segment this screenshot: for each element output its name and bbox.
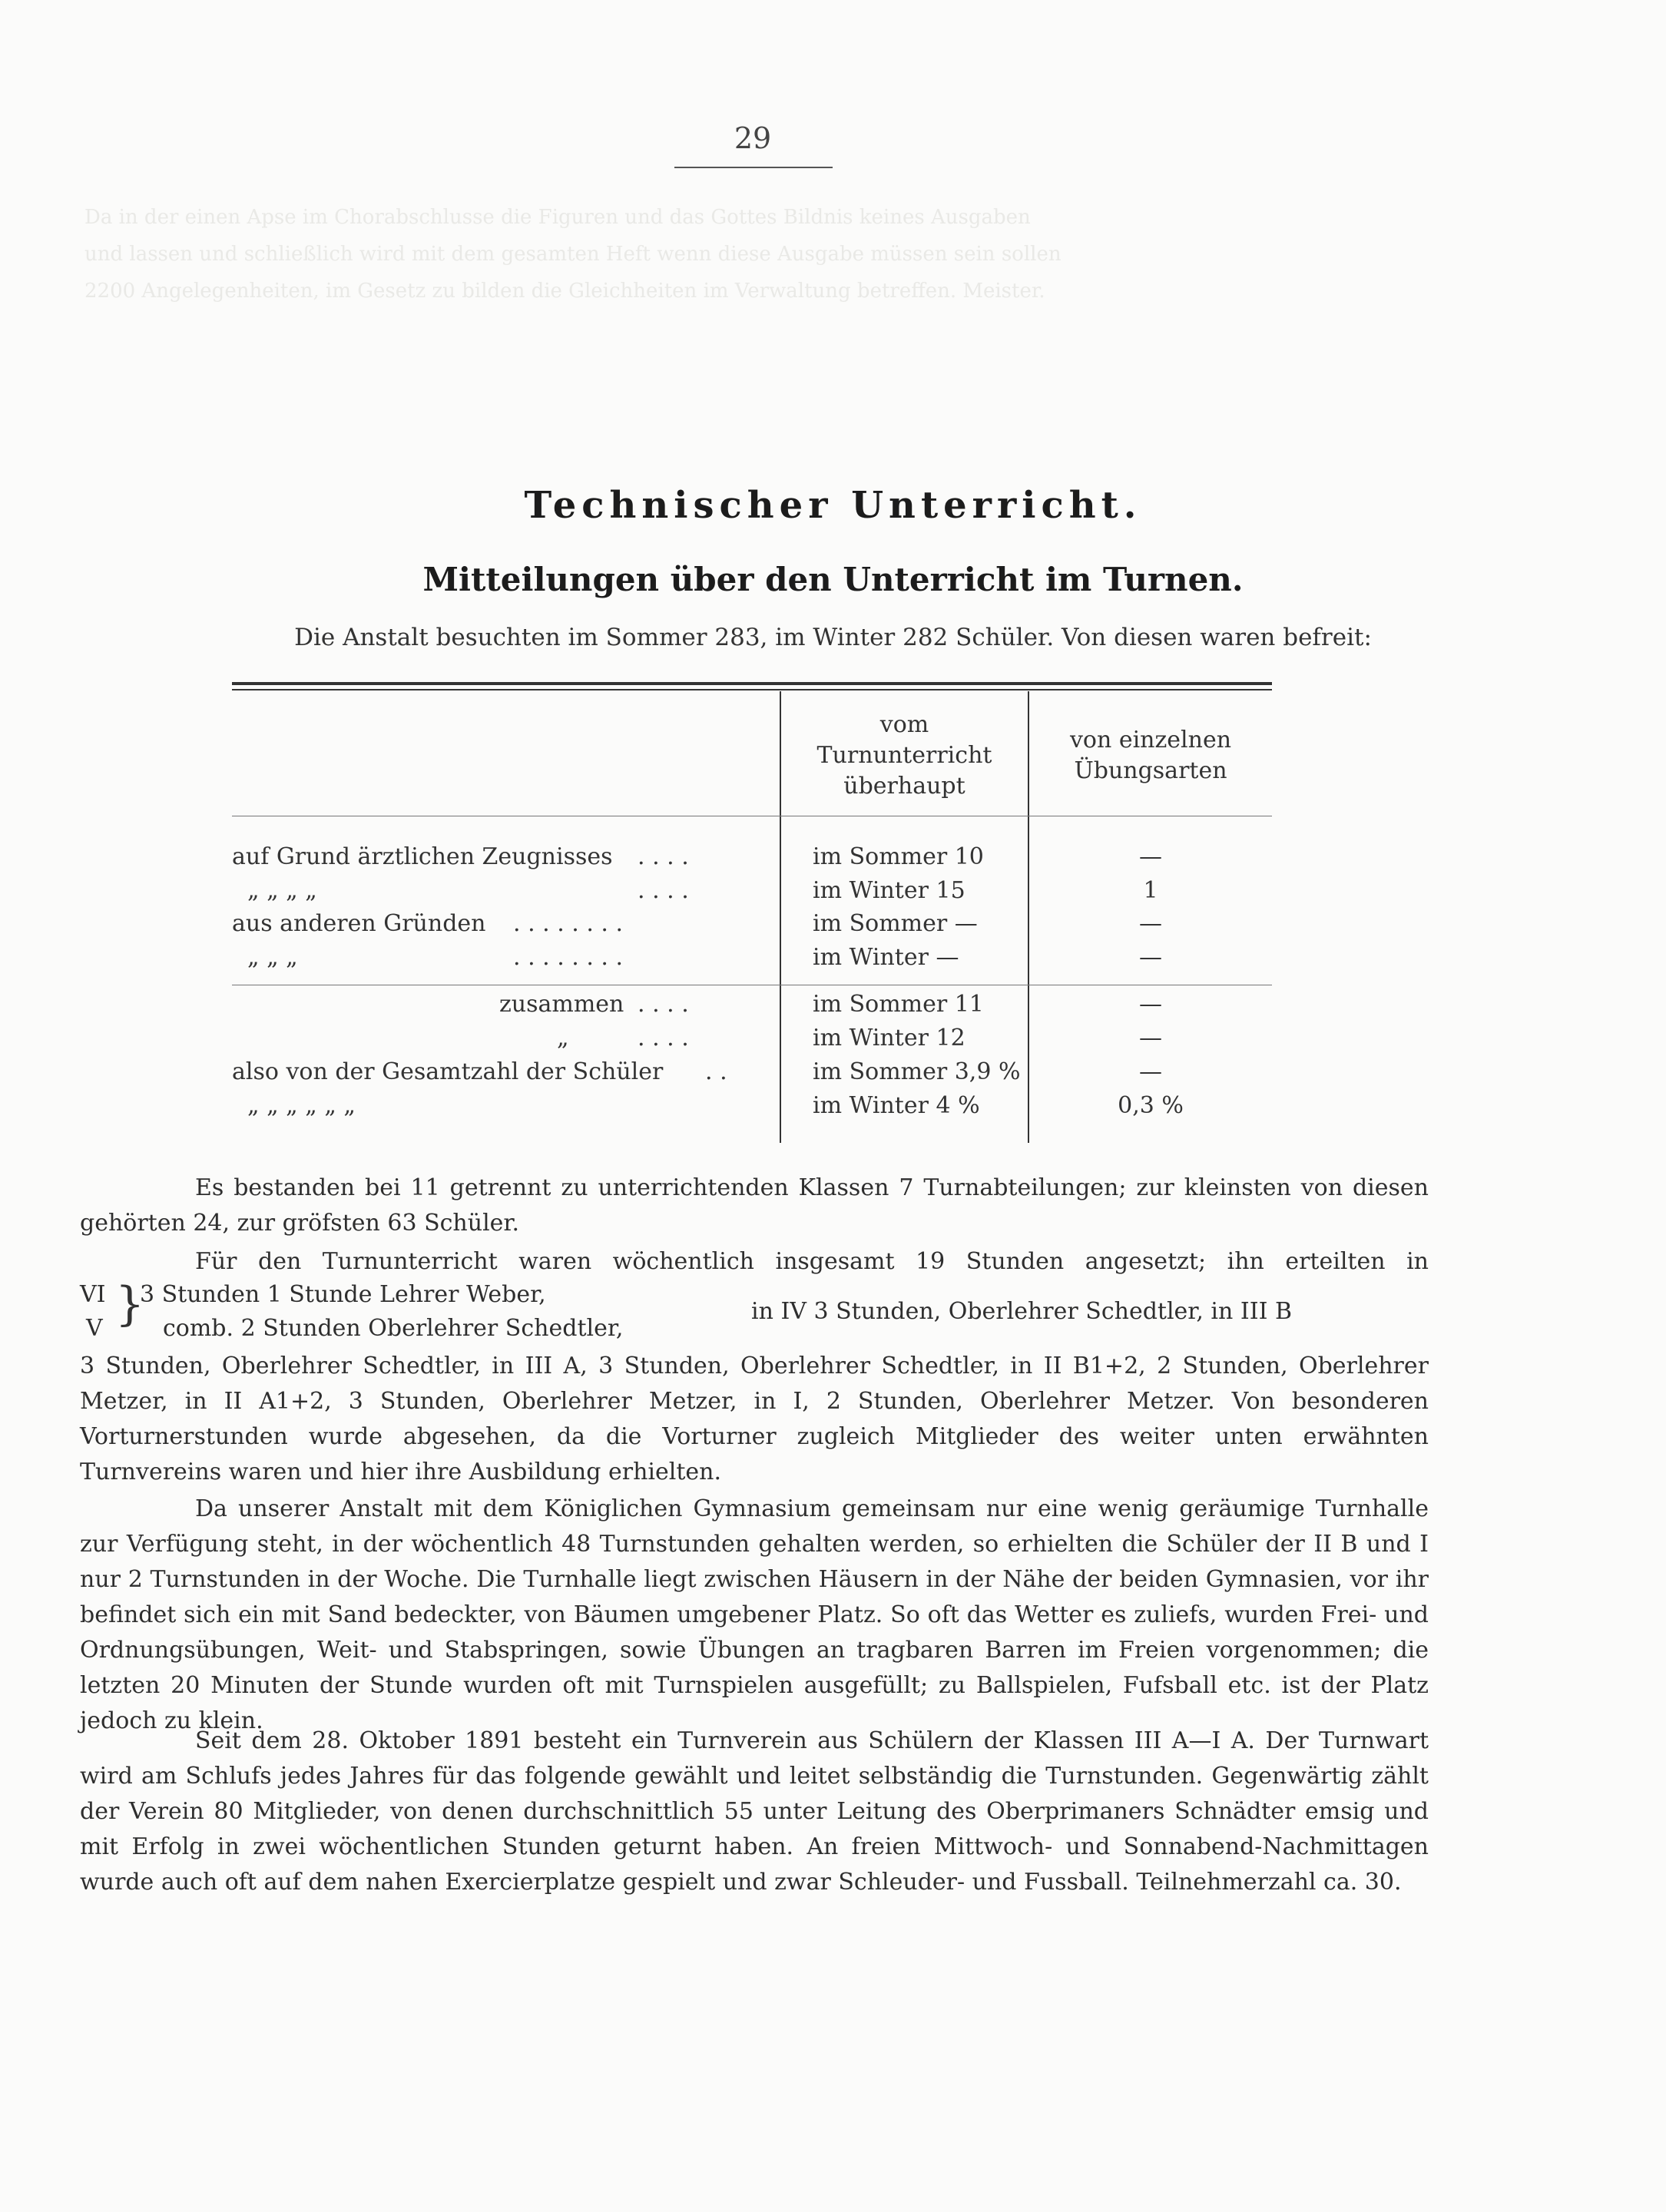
row-dots: . . . . bbox=[638, 991, 689, 1018]
row-dots: . . . . bbox=[638, 877, 689, 904]
row-extra: — bbox=[1139, 1025, 1162, 1051]
row-value: im Winter 4 % bbox=[813, 1092, 980, 1119]
paragraph-text: Es bestanden bei 11 getrennt zu unterrichtenden Klassen 7 Turnabteilungen; zur kleinsten von diesen gehörten 24, zur gröfsten 63 Schüler. bbox=[80, 1174, 1429, 1237]
row-value: im Sommer — bbox=[813, 910, 978, 937]
paragraph-text: 3 Stunden, Oberlehrer Schedtler, in III A, 3 Stunden, Oberlehrer Schedtler, in II B1+2, 2 Stunden, Oberlehrer Metzer, in II A1+2, 3 Stunden, Oberlehrer Metzer, in I, 2 Stunden, Oberlehrer Metzer. Von besonderen Vorturnerstunden wurde abgesehen, da die Vorturner zugleich Mitglieder des weiter unten erwähnten Turnvereins waren und hier ihre Ausbildung erhielten. bbox=[80, 1353, 1429, 1485]
schedule-line-vi: 3 Stunden 1 Stunde Lehrer Weber, bbox=[140, 1281, 546, 1308]
schedule-line-iv: in IV 3 Stunden, Oberlehrer Schedtler, in III B bbox=[751, 1298, 1293, 1325]
row-extra: 1 bbox=[1143, 877, 1158, 904]
row-dots: . . . . bbox=[638, 843, 689, 870]
row-extra: — bbox=[1139, 843, 1162, 870]
row-label: auf Grund ärztlichen Zeugnisses bbox=[232, 843, 613, 870]
row-value: im Sommer 10 bbox=[813, 843, 984, 870]
paragraph-text: Für den Turnunterricht waren wöchentlich insgesamt 19 Stunden angesetzt; ihn erteilten in bbox=[195, 1248, 1429, 1275]
header-line: von einzelnen bbox=[1069, 727, 1232, 753]
paragraph-classes bbox=[80, 1171, 1429, 1241]
row-label: „ bbox=[557, 1025, 569, 1051]
header-col-overall bbox=[781, 710, 1028, 802]
row-dots: . . . . bbox=[638, 1025, 689, 1051]
row-dots: . . . . . . . . bbox=[513, 944, 624, 971]
row-label: „ „ „ bbox=[247, 944, 298, 971]
paragraph-schedule-intro bbox=[80, 1244, 1429, 1280]
intro-line: Die Anstalt besuchten im Sommer 283, im Winter 282 Schüler. Von diesen waren befreit: bbox=[294, 624, 1372, 651]
bleed-through-line: 2200 Angelegenheiten, im Gesetz zu bilden die Gleichheiten im Verwaltung betreffen. Meister. bbox=[84, 280, 1045, 303]
paragraph-turnhalle bbox=[80, 1492, 1429, 1739]
row-value: im Sommer 11 bbox=[813, 991, 984, 1018]
section-subtitle: Mitteilungen über den Unterricht im Turnen. bbox=[422, 561, 1244, 598]
row-extra: — bbox=[1139, 944, 1162, 971]
row-label: zusammen bbox=[499, 991, 624, 1018]
paragraph-text: Seit dem 28. Oktober 1891 besteht ein Turnverein aus Schülern der Klassen III A—I A. Der Turnwart wird am Schlufs jedes Jahres für das folgende gewählt und leitet selbständig die Turnstunden. Gegenwärtig zählt der Verein 80 Mitglieder, von denen durchschnittlich 55 unter Leitung des Oberprimaners Schnädter emsig und mit Erfolg in zwei wöchentlichen Stunden geturnt haben. An freien Mittwoch- und Sonnabend-Nachmittagen wurde auch oft auf dem nahen Exercierplatze gespielt und zwar Schleuder- und Fussball. Teilnehmerzahl ca. 30. bbox=[80, 1727, 1429, 1896]
page-number-rule bbox=[674, 167, 833, 168]
row-label: aus anderen Gründen bbox=[232, 910, 486, 937]
row-value: im Winter — bbox=[813, 944, 959, 971]
row-extra: — bbox=[1139, 910, 1162, 937]
row-extra: — bbox=[1139, 991, 1162, 1018]
page-number: 29 bbox=[734, 121, 772, 155]
section-title: Technischer Unterricht. bbox=[524, 484, 1142, 527]
header-line: Übungsarten bbox=[1074, 757, 1227, 784]
row-dots: . . bbox=[705, 1058, 727, 1085]
paragraph-text: Da unserer Anstalt mit dem Königlichen Gymnasium gemeinsam nur eine wenig geräumige Turnhalle zur Verfügung steht, in der wöchentlich 48 Turnstunden gehalten werden, so erhielten die Schüler der II B und I nur 2 Turnstunden in der Woche. Die Turnhalle liegt zwischen Häusern in der Nähe der beiden Gymnasien, vor ihr befindet sich ein mit Sand bedeckter, von Bäumen umgebener Platz. So oft das Wetter es zuliefs, wurden Frei- und Ordnungsübungen, Weit- und Stabspringen, sowie Übungen an tragbaren Barren im Freien vorgenommen; die letzten 20 Minuten der Stunde wurden oft mit Turnspielen ausgefüllt; zu Ballspielen, Fufsball etc. ist der Platz jedoch zu klein. bbox=[80, 1495, 1429, 1734]
table-top-rule-thin bbox=[232, 689, 1272, 690]
row-value: im Sommer 3,9 % bbox=[813, 1058, 1021, 1085]
row-label: „ „ „ „ „ „ bbox=[247, 1092, 356, 1119]
row-extra: — bbox=[1139, 1058, 1162, 1085]
class-vi-label: VI bbox=[80, 1281, 106, 1308]
table-top-rule bbox=[232, 682, 1272, 685]
paragraph-schedule-rest bbox=[80, 1349, 1429, 1490]
bleed-through-line: Da in der einen Apse im Chorabschlusse die Figuren und das Gottes Bildnis keines Ausgaben bbox=[84, 206, 1031, 229]
row-extra: 0,3 % bbox=[1118, 1092, 1184, 1119]
bleed-through-line: und lassen und schließlich wird mit dem gesamten Heft wenn diese Ausgabe müssen sein sollen bbox=[84, 243, 1062, 266]
header-line: Turnunterricht bbox=[816, 742, 992, 769]
header-col-single bbox=[1029, 725, 1272, 786]
row-value: im Winter 15 bbox=[813, 877, 965, 904]
class-v-label: V bbox=[86, 1315, 103, 1342]
row-label: also von der Gesamtzahl der Schüler bbox=[232, 1058, 664, 1085]
header-line: vom bbox=[879, 711, 929, 738]
row-dots: . . . . . . . . bbox=[513, 910, 624, 937]
row-label: „ „ „ „ bbox=[247, 877, 317, 904]
paragraph-turnverein bbox=[80, 1724, 1429, 1900]
row-value: im Winter 12 bbox=[813, 1025, 965, 1051]
brace-symbol: } bbox=[115, 1277, 145, 1331]
header-line: überhaupt bbox=[843, 773, 965, 800]
schedule-line-v: comb. 2 Stunden Oberlehrer Schedtler, bbox=[163, 1315, 624, 1342]
